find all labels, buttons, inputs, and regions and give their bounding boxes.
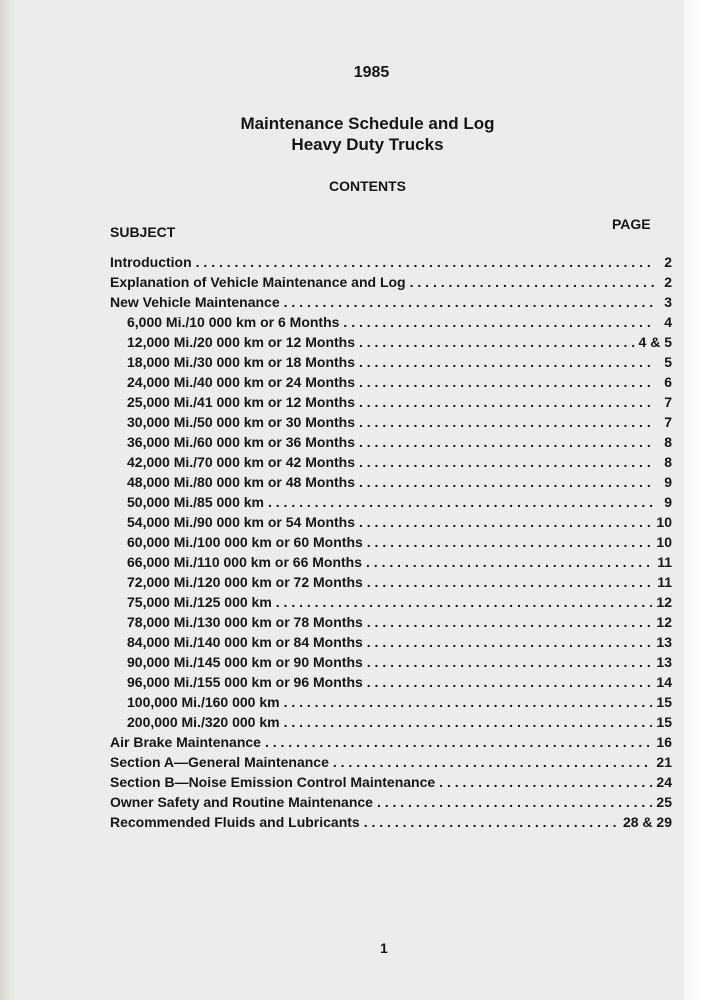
toc-entry [110, 712, 672, 732]
toc-dot-leader [265, 732, 652, 752]
toc-entry [110, 652, 672, 672]
toc-dot-leader [196, 252, 654, 272]
toc-entry-page: 12 [656, 614, 672, 630]
toc-dot-leader [359, 452, 654, 472]
toc-entry-page: 15 [656, 694, 672, 710]
toc-entry-label: Recommended Fluids and Lubricants [110, 814, 360, 830]
toc-entry-page: 11 [657, 554, 672, 570]
toc-entry [110, 272, 672, 292]
toc-entry-label: 54,000 Mi./90 000 km or 54 Months [127, 514, 355, 530]
toc-entry-label: Air Brake Maintenance [110, 734, 261, 750]
toc-entry-label: 96,000 Mi./155 000 km or 96 Months [127, 674, 363, 690]
toc-entry-page: 8 [664, 454, 672, 470]
toc-entry-page: 12 [656, 594, 672, 610]
toc-entry [110, 312, 672, 332]
toc-entry [110, 632, 672, 652]
toc-dot-leader [268, 492, 654, 512]
toc-dot-leader [367, 632, 653, 652]
toc-entry-label: 66,000 Mi./110 000 km or 66 Months [127, 554, 363, 570]
toc-dot-leader [284, 292, 654, 312]
toc-entry-page: 13 [656, 654, 672, 670]
toc-entry-page: 9 [664, 494, 672, 510]
toc-dot-leader [359, 352, 654, 372]
toc-entry [110, 672, 672, 692]
toc-dot-leader [367, 572, 653, 592]
toc-dot-leader [359, 412, 654, 432]
toc-entry-label: Section B—Noise Emission Control Maintenance [110, 774, 436, 790]
toc-entry-label: 90,000 Mi./145 000 km or 90 Months [127, 654, 363, 670]
toc-entry-page: 3 [664, 294, 672, 310]
toc-entry-label: 200,000 Mi./320 000 km [127, 714, 280, 730]
table-of-contents [110, 252, 672, 832]
toc-entry [110, 292, 672, 312]
toc-entry-label: Owner Safety and Routine Maintenance [110, 794, 373, 810]
subject-column-heading: SUBJECT [110, 224, 176, 240]
toc-entry-page: 14 [656, 674, 672, 690]
toc-entry [110, 752, 672, 772]
toc-entry-label: New Vehicle Maintenance [110, 294, 280, 310]
toc-entry [110, 552, 672, 572]
toc-entry-page: 25 [656, 794, 672, 810]
toc-entry-page: 7 [664, 414, 672, 430]
toc-dot-leader [359, 392, 654, 412]
toc-entry-label: 50,000 Mi./85 000 km [127, 494, 264, 510]
toc-entry-page: 2 [664, 274, 672, 290]
toc-entry [110, 612, 672, 632]
toc-entry-page: 8 [664, 434, 672, 450]
toc-entry-label: 78,000 Mi./130 000 km or 78 Months [127, 614, 363, 630]
toc-entry-label: Explanation of Vehicle Maintenance and Log [110, 274, 406, 290]
toc-entry-label: 72,000 Mi./120 000 km or 72 Months [127, 574, 363, 590]
binding-edge [0, 0, 14, 1000]
toc-entry [110, 372, 672, 392]
toc-entry-label: 48,000 Mi./80 000 km or 48 Months [127, 474, 355, 490]
toc-dot-leader [284, 712, 653, 732]
toc-entry [110, 532, 672, 552]
toc-entry-label: 60,000 Mi./100 000 km or 60 Months [127, 534, 363, 550]
toc-entry-label: 25,000 Mi./41 000 km or 12 Months [127, 394, 355, 410]
document-year: 1985 [353, 64, 390, 81]
toc-dot-leader [410, 272, 654, 292]
toc-entry-page: 4 & 5 [638, 334, 672, 350]
toc-dot-leader [359, 372, 654, 392]
toc-entry-label: Introduction [110, 254, 192, 270]
toc-entry [110, 732, 672, 752]
toc-dot-leader [439, 772, 652, 792]
toc-entry-page: 9 [664, 474, 672, 490]
toc-dot-leader [367, 532, 653, 552]
toc-entry-label: 100,000 Mi./160 000 km [127, 694, 280, 710]
toc-entry-label: 30,000 Mi./50 000 km or 30 Months [127, 414, 355, 430]
toc-entry-page: 4 [664, 314, 672, 330]
toc-dot-leader [367, 652, 653, 672]
toc-dot-leader [359, 332, 635, 352]
toc-entry-page: 11 [657, 574, 672, 590]
toc-dot-leader [367, 612, 653, 632]
toc-entry-label: 12,000 Mi./20 000 km or 12 Months [127, 334, 355, 350]
toc-entry-label: 36,000 Mi./60 000 km or 36 Months [127, 434, 355, 450]
toc-entry [110, 692, 672, 712]
toc-entry [110, 492, 672, 512]
toc-entry [110, 392, 672, 412]
toc-dot-leader [276, 592, 653, 612]
page-column-heading: PAGE [612, 216, 651, 232]
toc-entry-page: 5 [664, 354, 672, 370]
toc-entry-page: 10 [656, 534, 672, 550]
toc-entry-page: 24 [656, 774, 672, 790]
document-title: Maintenance Schedule and Log [240, 114, 495, 133]
contents-heading: CONTENTS [329, 178, 406, 194]
toc-entry-label: 42,000 Mi./70 000 km or 42 Months [127, 454, 355, 470]
toc-entry [110, 812, 672, 832]
toc-dot-leader [333, 752, 653, 772]
toc-entry [110, 452, 672, 472]
toc-dot-leader [364, 812, 619, 832]
toc-entry-page: 15 [656, 714, 672, 730]
toc-entry [110, 352, 672, 372]
toc-entry-page: 13 [656, 634, 672, 650]
toc-entry-label: 18,000 Mi./30 000 km or 18 Months [127, 354, 355, 370]
toc-entry [110, 472, 672, 492]
document-subtitle: Heavy Duty Trucks [291, 135, 444, 154]
toc-entry-label: 75,000 Mi./125 000 km [127, 594, 272, 610]
toc-entry [110, 772, 672, 792]
toc-dot-leader [359, 512, 652, 532]
toc-entry-page: 7 [664, 394, 672, 410]
toc-entry [110, 252, 672, 272]
toc-entry [110, 332, 672, 352]
toc-dot-leader [367, 672, 653, 692]
toc-entry [110, 432, 672, 452]
toc-entry-page: 21 [656, 754, 672, 770]
toc-entry-page: 2 [664, 254, 672, 270]
toc-entry [110, 572, 672, 592]
toc-dot-leader [366, 552, 653, 572]
toc-entry-label: 24,000 Mi./40 000 km or 24 Months [127, 374, 355, 390]
toc-dot-leader [377, 792, 652, 812]
toc-entry-label: Section A—General Maintenance [110, 754, 329, 770]
toc-dot-leader [359, 432, 654, 452]
toc-entry-page: 10 [656, 514, 672, 530]
toc-entry [110, 592, 672, 612]
toc-entry-page: 6 [664, 374, 672, 390]
toc-entry-page: 16 [656, 734, 672, 750]
toc-dot-leader [284, 692, 653, 712]
toc-dot-leader [359, 472, 654, 492]
toc-entry-page: 28 & 29 [622, 814, 672, 830]
page-number: 1 [380, 940, 388, 956]
toc-entry [110, 412, 672, 432]
toc-entry-label: 6,000 Mi./10 000 km or 6 Months [127, 314, 340, 330]
toc-entry-label: 84,000 Mi./140 000 km or 84 Months [127, 634, 363, 650]
toc-entry [110, 792, 672, 812]
toc-dot-leader [343, 312, 654, 332]
toc-entry [110, 512, 672, 532]
